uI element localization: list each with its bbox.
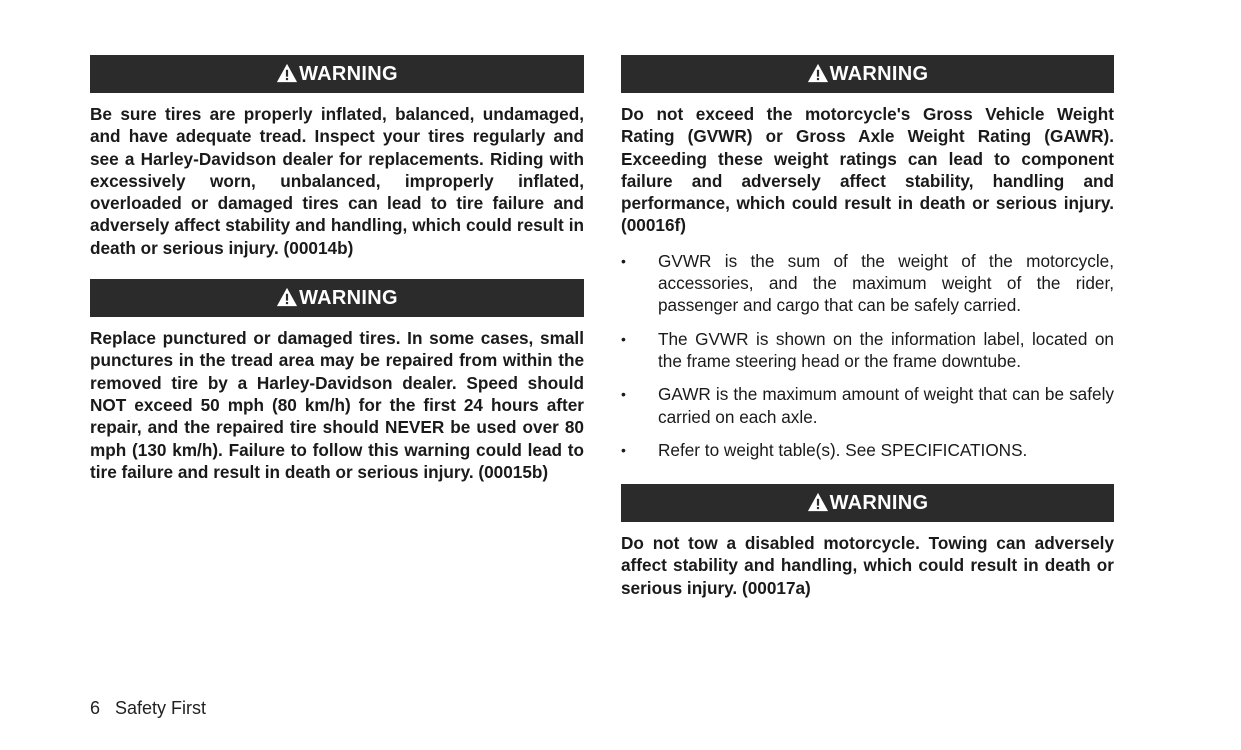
bullet-icon: •	[621, 441, 626, 458]
bullet-icon: •	[621, 252, 626, 269]
warning-label: WARNING	[829, 62, 929, 85]
list-item-text: The GVWR is shown on the information label, located on the frame steering head or the frame downtube.	[658, 328, 1114, 371]
list-item-text: GAWR is the maximum amount of weight that can be safely carried on each axle.	[658, 384, 1114, 427]
page-number: 6	[90, 698, 101, 718]
warning-label: WARNING	[299, 286, 398, 309]
warning-banner	[90, 279, 584, 317]
right-column	[621, 55, 1114, 599]
left-column	[90, 55, 584, 483]
warning-banner	[90, 55, 584, 93]
warning-triangle-icon	[276, 62, 298, 84]
list-item	[621, 439, 1114, 461]
page-footer	[90, 698, 206, 719]
warning-text: Do not tow a disabled motorcycle. Towing can adversely affect stability and handling, which could result in death or serious injury. (00017a)	[621, 533, 1114, 598]
warning-triangle-icon	[807, 491, 829, 513]
bullet-list	[621, 250, 1114, 461]
bullet-icon: •	[621, 330, 626, 347]
list-item	[621, 328, 1114, 373]
list-item	[621, 250, 1114, 317]
list-item	[621, 383, 1114, 428]
list-item-text: GVWR is the sum of the weight of the motorcycle, accessories, and the maximum weight of the rider, passenger and cargo that can be safely carried.	[658, 250, 1114, 316]
list-item-text: Refer to weight table(s). See SPECIFICATIONS.	[658, 439, 1028, 460]
bullet-icon: •	[621, 386, 626, 403]
warning-text: Do not exceed the motorcycle's Gross Vehicle Weight Rating (GVWR) or Gross Axle Weight Rating (GAWR). Exceeding these weight ratings can lead to component failure and adversely affect stability, handling and performance, which could result in death or serious injury. (00016f)	[621, 104, 1114, 236]
warning-text: Replace punctured or damaged tires. In some cases, small punctures in the tread area may be repaired from within the removed tire by a Harley-Davidson dealer. Speed should NOT exceed 50 mph (80 km/h) for the first 24 hours after repair, and the repaired tire should NEVER be used over 80 mph (130 km/h). Failure to follow this warning could lead to tire failure and result in death or serious injury. (00015b)	[90, 328, 584, 482]
warning-text: Be sure tires are properly inflated, balanced, undamaged, and have adequate tread. Inspect your tires regularly and see a Harley-Davidson dealer for replacements. Riding with excessively worn, unbalanced, improperly inflated, overloaded or damaged tires can lead to tire failure and adversely affect stability and handling, which could result in death or serious injury. (00014b)	[90, 104, 584, 258]
warning-label: WARNING	[829, 491, 929, 514]
warning-label: WARNING	[299, 62, 398, 85]
section-title: Safety First	[115, 698, 207, 718]
warning-triangle-icon	[807, 62, 829, 84]
warning-banner	[621, 55, 1114, 93]
warning-triangle-icon	[276, 286, 298, 308]
warning-banner	[621, 484, 1114, 522]
